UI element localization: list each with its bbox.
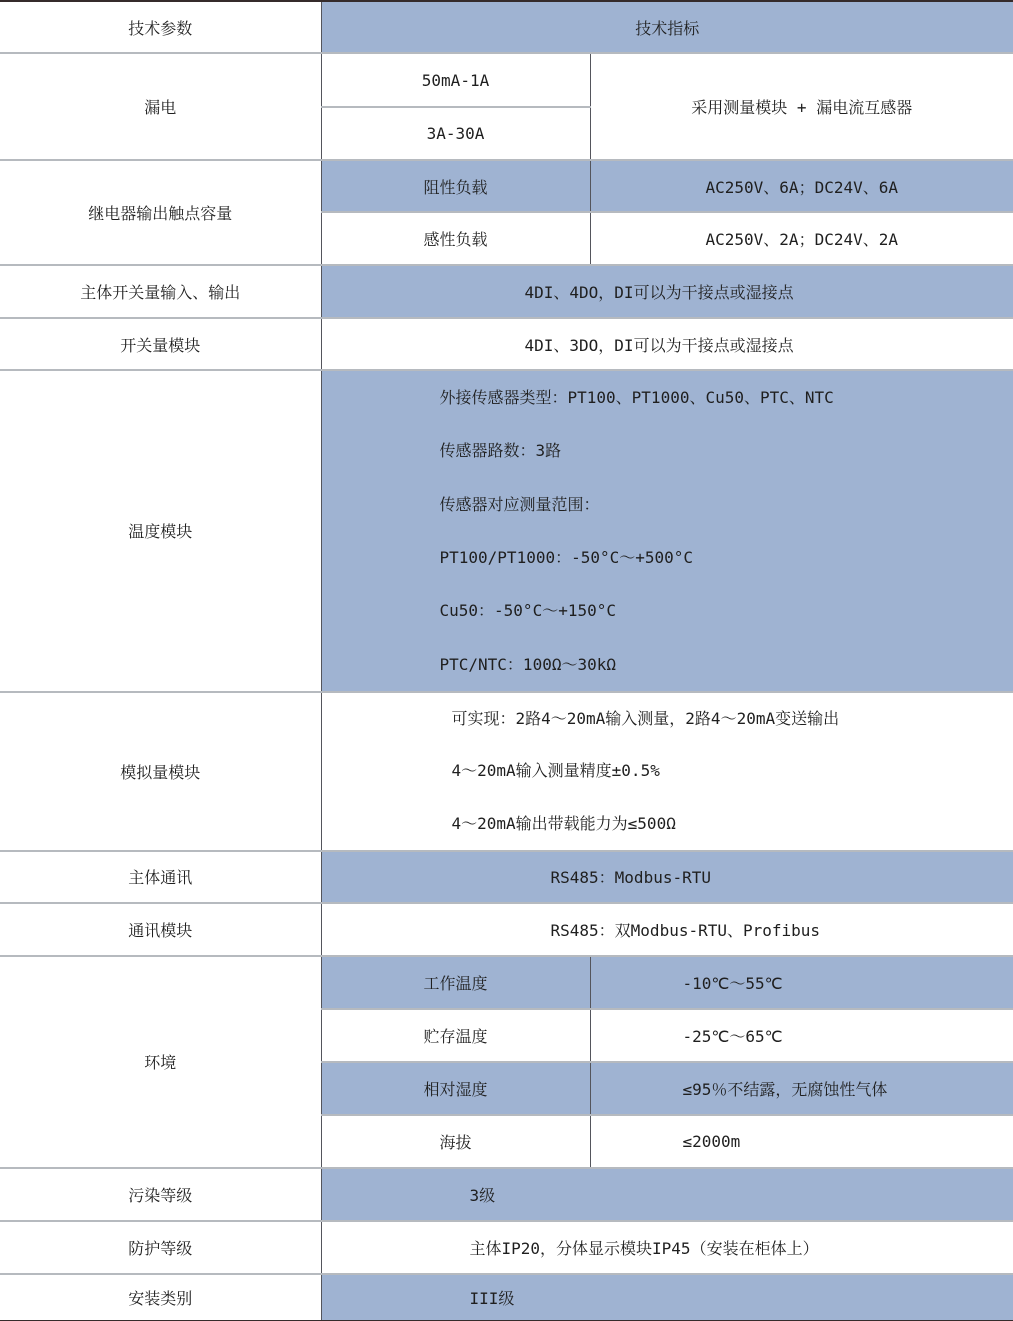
installation-label-cell: 安装类别 — [0, 1274, 321, 1321]
comm-module-value-cell: RS485：双Modbus-RTU、Profibus — [321, 903, 1013, 956]
environment-label-cell: 环境 — [0, 956, 321, 1168]
temperature-module-value-cell — [321, 370, 1013, 692]
header-param-cell: 技术参数 — [0, 1, 321, 53]
table-row — [0, 851, 1013, 903]
leakage-value-cell: 采用测量模块 + 漏电流互感器 — [590, 53, 1013, 160]
temperature-spec-line: 传感器对应测量范围： — [439, 494, 600, 514]
relay-inductive-label-cell: 感性负载 — [321, 212, 590, 265]
protection-label-cell: 防护等级 — [0, 1221, 321, 1274]
environment-item-name-cell: 海拔 — [321, 1115, 590, 1168]
temperature-spec-line: PT100/PT1000：-50°C～+500°C — [439, 547, 694, 567]
table-row — [0, 903, 1013, 956]
relay-resistive-value-cell: AC250V、6A；DC24V、6A — [590, 160, 1013, 212]
analog-spec-line: 4～20mA输出带载能力为≤500Ω — [451, 813, 676, 833]
table-row — [0, 160, 1013, 212]
temperature-spec-line: 传感器路数：3路 — [439, 441, 562, 461]
relay-label-cell: 继电器输出触点容量 — [0, 160, 321, 265]
table-row — [0, 370, 1013, 692]
environment-item-value-cell: ≤2000m — [590, 1115, 1013, 1168]
analog-module-value-cell — [321, 692, 1013, 851]
pollution-label-cell: 污染等级 — [0, 1168, 321, 1221]
main-comm-label-cell: 主体通讯 — [0, 851, 321, 903]
table-row — [0, 1221, 1013, 1274]
comm-module-label-cell: 通讯模块 — [0, 903, 321, 956]
table-row — [0, 692, 1013, 851]
pollution-value-cell: 3级 — [321, 1168, 1013, 1221]
analog-module-label-cell: 模拟量模块 — [0, 692, 321, 851]
temperature-module-label-cell: 温度模块 — [0, 370, 321, 692]
temperature-spec-line: 外接传感器类型：PT100、PT1000、Cu50、PTC、NTC — [439, 388, 834, 407]
environment-item-name-cell: 相对湿度 — [321, 1062, 590, 1115]
relay-inductive-value-cell: AC250V、2A；DC24V、2A — [590, 212, 1013, 265]
analog-spec-line: 4～20mA输入测量精度±0.5% — [451, 761, 660, 781]
table-row — [0, 1274, 1013, 1321]
main-switch-io-label-cell: 主体开关量输入、输出 — [0, 265, 321, 318]
leakage-range1-cell: 50mA-1A — [321, 53, 590, 107]
temperature-spec-line: Cu50：-50°C～+150°C — [439, 601, 616, 621]
switch-module-value-cell: 4DI、3DO，DI可以为干接点或湿接点 — [321, 318, 1013, 370]
temperature-spec-line: PTC/NTC：100Ω～30kΩ — [439, 654, 616, 674]
switch-module-label-cell: 开关量模块 — [0, 318, 321, 370]
table-row — [0, 318, 1013, 370]
leakage-range2-cell: 3A-30A — [321, 107, 590, 160]
header-spec-cell: 技术指标 — [321, 1, 1013, 53]
environment-item-value-cell: -10℃～55℃ — [590, 956, 1013, 1009]
environment-item-name-cell: 贮存温度 — [321, 1009, 590, 1062]
environment-item-value-cell: ≤95％不结露，无腐蚀性气体 — [590, 1062, 1013, 1115]
relay-resistive-label-cell: 阻性负载 — [321, 160, 590, 212]
table-row — [0, 1168, 1013, 1221]
analog-spec-line: 可实现：2路4～20mA输入测量，2路4～20mA变送输出 — [451, 708, 840, 728]
environment-item-name-cell: 工作温度 — [321, 956, 590, 1009]
table-row — [0, 265, 1013, 318]
table-row — [0, 956, 1013, 1009]
main-switch-io-value-cell: 4DI、4DO，DI可以为干接点或湿接点 — [321, 265, 1013, 318]
leakage-label-cell: 漏电 — [0, 53, 321, 160]
header-row — [0, 1, 1013, 53]
protection-value-cell: 主体IP20，分体显示模块IP45（安装在柜体上） — [321, 1221, 1013, 1274]
installation-value-cell: III级 — [321, 1274, 1013, 1321]
environment-item-value-cell: -25℃～65℃ — [590, 1009, 1013, 1062]
table-row — [0, 53, 1013, 107]
main-comm-value-cell: RS485：Modbus-RTU — [321, 851, 1013, 903]
